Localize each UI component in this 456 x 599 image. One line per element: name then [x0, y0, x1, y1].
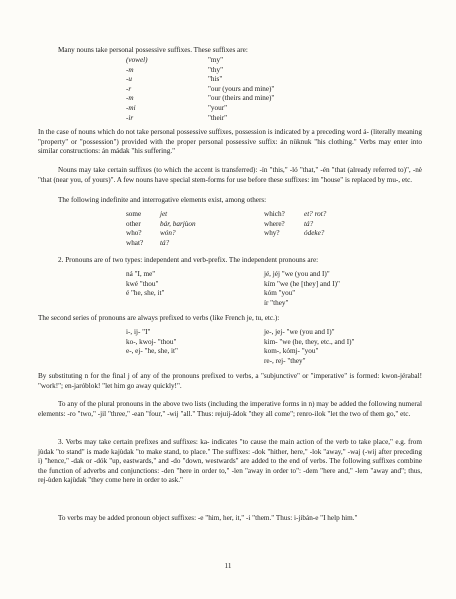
pronoun-entry: re-, rej- "they" — [264, 356, 306, 365]
pronoun-row — [126, 280, 340, 290]
pronoun-entry: kim- "we (he, they, etc., and I)" — [264, 337, 355, 346]
suffix-row — [126, 75, 274, 85]
object-suffix-paragraph: To verbs may be added pronoun object suffixes: -e "him, her, it," -i "them." Thus: i-jibán-e "I help him." — [58, 514, 358, 522]
pronoun-row — [126, 338, 354, 348]
verb-affix-paragraph: 3. Verbs may take certain prefixes and suffixes: ka- indicates "to cause the main action of the verb to take place," e.g. from jùdak "to stand" is made kajùdak "to make stand, to place." The suffixes: -dok "hither, here," -lok "away," -waj (-wij after preceding i) "hence," -dak or -dók "up, eastwards," and -do "down, westwards" are added to the end of verbs. The following suffixes combine the function of adverbs and conjunctions: -den "here in order to," -len "away in order to": -dem "here and," -lem "away and"; thus, rej-ùden kajùdak "they come here in order to ask." — [38, 438, 422, 485]
suffix-gloss: "thy" — [208, 65, 224, 74]
suffix-gloss: "our (theirs and mine)" — [208, 94, 275, 103]
noun-suffix-paragraph: Nouns may take certain suffixes (to which the accent is transferred): -ín "this," -ló "that," -én "that (already referred to)", -nè "that (near you, of yours)". A few nouns have special stem-forms for use before these suffixes: ím "house" is replaced by mu-, etc. — [38, 166, 422, 184]
indefinite-row — [126, 210, 326, 220]
pronoun-entry: jé, jéj "we (you and I)" — [264, 270, 330, 278]
numeral-paragraph: To any of the plural pronouns in the above two lists (including the imperative forms in n) may be added the following numeral elements: -ro "two," -jil "three," -ean "four," -wij "all." Thus: rejuij-ádok "they all come"; renro-ilok "let the two of them go," etc. — [38, 400, 422, 418]
intro-paragraph: Many nouns take personal possessive suffixes. These suffixes are: — [58, 46, 248, 54]
indef-gloss: where? — [264, 219, 285, 228]
page-number: 11 — [224, 562, 232, 570]
indefinite-row — [126, 229, 326, 239]
suffix-form: -m — [126, 65, 134, 74]
pronoun-row — [126, 328, 354, 338]
pronoun-entry: kóm "you" — [264, 289, 296, 298]
indefinite-table — [126, 210, 326, 248]
suffix-row — [126, 94, 274, 104]
pronoun-entry: kom-, kómj- "you" — [264, 347, 319, 356]
indefinite-row — [126, 239, 326, 249]
prefix-series-paragraph: The second series of pronouns are always prefixed to verbs (like French je, tu, etc.): — [38, 314, 280, 322]
suffix-row — [126, 104, 274, 114]
indef-form: tá? — [160, 238, 170, 247]
pronoun-row — [126, 270, 340, 280]
pronoun-entry: ná "I, me" — [126, 270, 156, 278]
pronoun-row — [126, 347, 354, 357]
suffix-row — [126, 85, 274, 95]
pronoun-entry: ko-, kwoj- "thou" — [126, 337, 177, 346]
pronoun-entry: ír "they" — [264, 298, 289, 307]
indef-form: bár, barjùon — [160, 219, 196, 228]
indef-form: tá? — [304, 219, 314, 228]
suffix-gloss: "their" — [208, 113, 228, 122]
suffix-table — [126, 56, 274, 123]
pronoun-entry: i-, ij- "I" — [126, 328, 151, 336]
prefix-pronoun-table — [126, 328, 354, 366]
pronoun-entry: é "he, she, it" — [126, 289, 165, 298]
indef-form: ódeke? — [304, 229, 325, 238]
pronoun-row — [126, 289, 340, 299]
indef-gloss: other — [126, 219, 141, 228]
suffix-form: -r — [126, 84, 132, 93]
suffix-gloss: "his" — [208, 75, 223, 84]
pronoun-row — [126, 357, 354, 367]
pronoun-entry — [126, 357, 264, 367]
suffix-form: -m — [126, 94, 134, 103]
independent-pronoun-table — [126, 270, 340, 308]
suffix-row — [126, 66, 274, 76]
pronoun-row — [126, 299, 340, 309]
suffix-gloss: "your" — [208, 103, 228, 112]
suffix-gloss: "my" — [208, 56, 224, 64]
suffix-form: (vowel) — [126, 56, 148, 64]
indefinite-intro: The following indefinite and interrogative elements exist, among others: — [58, 196, 267, 204]
pronoun-entry: e-, ej- "he, she, it" — [126, 347, 178, 356]
pronoun-entry: kím "we (he [they] and I)" — [264, 279, 340, 288]
indef-form: wón? — [160, 229, 176, 238]
pronoun-entry: je-, jej- "we (you and I)" — [264, 328, 335, 336]
suffix-form: -mi — [126, 103, 136, 112]
indef-gloss: why? — [264, 229, 280, 238]
suffix-gloss: "our (yours and mine)" — [208, 84, 275, 93]
indef-form: et? rot? — [304, 210, 327, 218]
suffix-row — [126, 114, 274, 124]
indef-gloss: some — [126, 210, 142, 218]
indef-form: jet — [160, 210, 168, 218]
suffix-form: -ir — [126, 113, 134, 122]
indef-gloss: who? — [126, 229, 142, 238]
pronoun-types-paragraph: 2. Pronouns are of two types: independent and verb-prefix. The independent pronouns are: — [58, 256, 319, 264]
indefinite-row — [126, 220, 326, 230]
pronoun-entry: kwé "thou" — [126, 279, 159, 288]
subjunctive-paragraph: By substituting n for the final j of any of the pronouns prefixed to verbs, a "subjunctive" or "imperative" is formed: kwon-jérabal! "work!"; en-jaróblok! "let him go away quickly!". — [38, 372, 422, 390]
suffix-row — [126, 56, 274, 66]
possession-paragraph: In the case of nouns which do not take personal possessive suffixes, possession is indicated by a preceding word á- (literally meaning "property" or "possession") provided with the proper personal possessive suffix: án nüknuk "his clothing." Verbs may enter into similar constructions: án mádak "his suffering." — [38, 128, 422, 156]
indef-gloss: what? — [126, 238, 144, 247]
pronoun-entry — [126, 299, 264, 309]
suffix-form: -u — [126, 75, 132, 84]
indef-gloss: which? — [264, 210, 285, 218]
